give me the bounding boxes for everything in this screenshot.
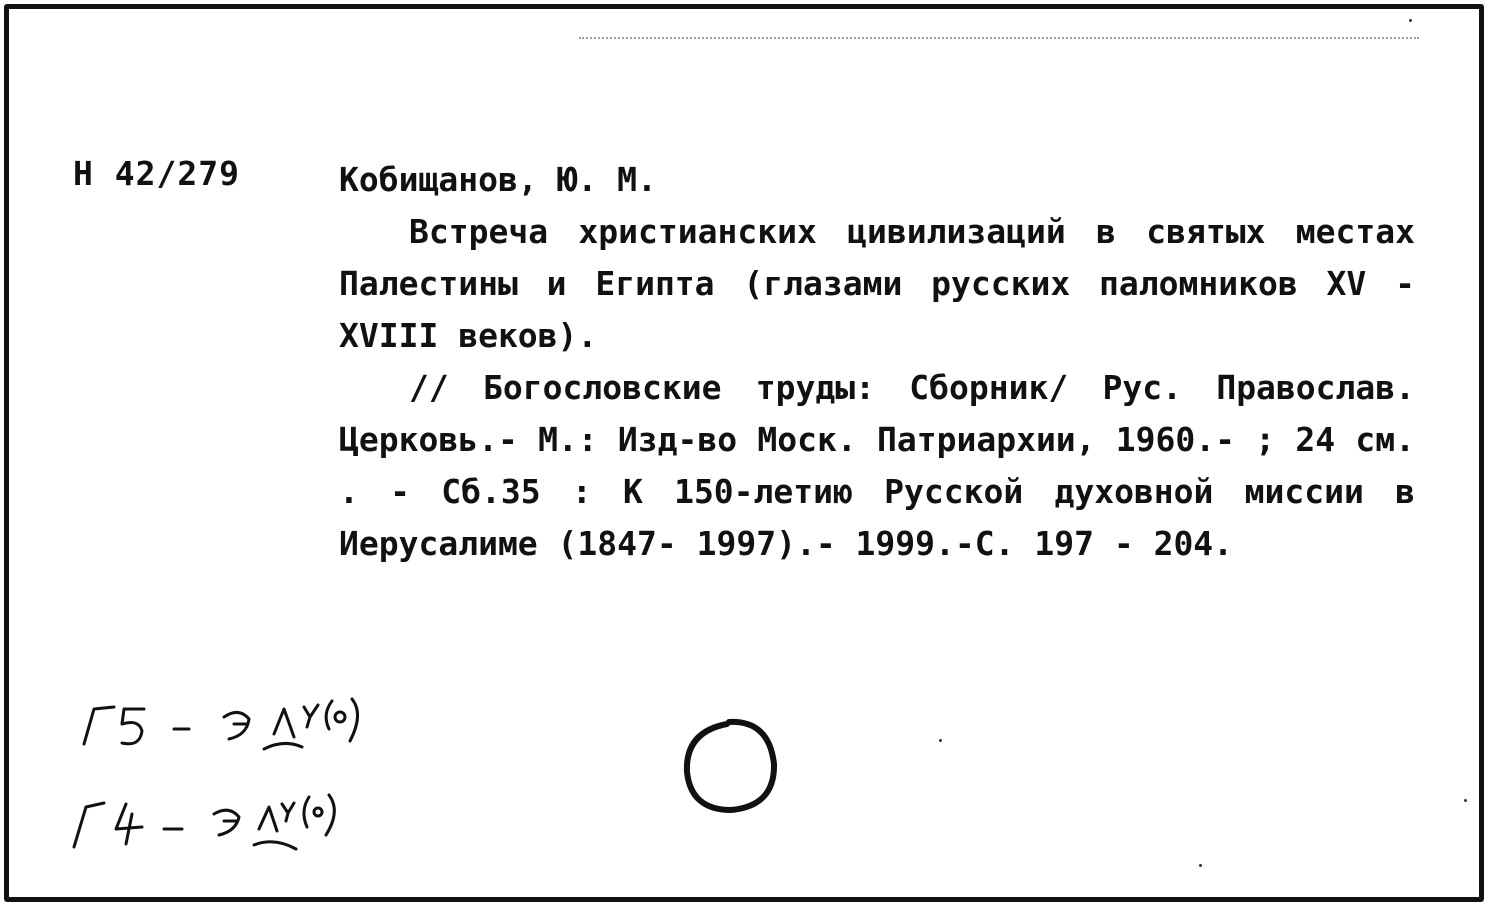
bibliographic-entry — [339, 154, 1415, 570]
call-number: Н 42/279 — [73, 154, 240, 193]
speck — [1199, 864, 1202, 867]
handwritten-classification — [64, 669, 484, 879]
speck — [939, 739, 942, 742]
author-name: Кобищанов, Ю. М. — [339, 160, 657, 199]
title-paragraph: Встреча христианских цивилизаций в святых местах Палестины и Египта (глазами русских паломников XV - XVIII веков). — [339, 212, 1415, 355]
circle-mark — [679, 714, 784, 819]
catalog-card — [4, 4, 1484, 902]
speck — [1464, 799, 1467, 802]
source-paragraph: // Богословские труды: Сборник/ Рус. Православ. Церковь.- М.: Изд-во Моск. Патриархии, 1960.- ; 24 см. . - Сб.35 : К 150-летию Русской духовной миссии в Иерусалиме (1847- 1997).- 1999.-С. 197 - 204. — [339, 368, 1415, 563]
top-dotted-line — [579, 37, 1419, 43]
speck — [1409, 19, 1412, 22]
